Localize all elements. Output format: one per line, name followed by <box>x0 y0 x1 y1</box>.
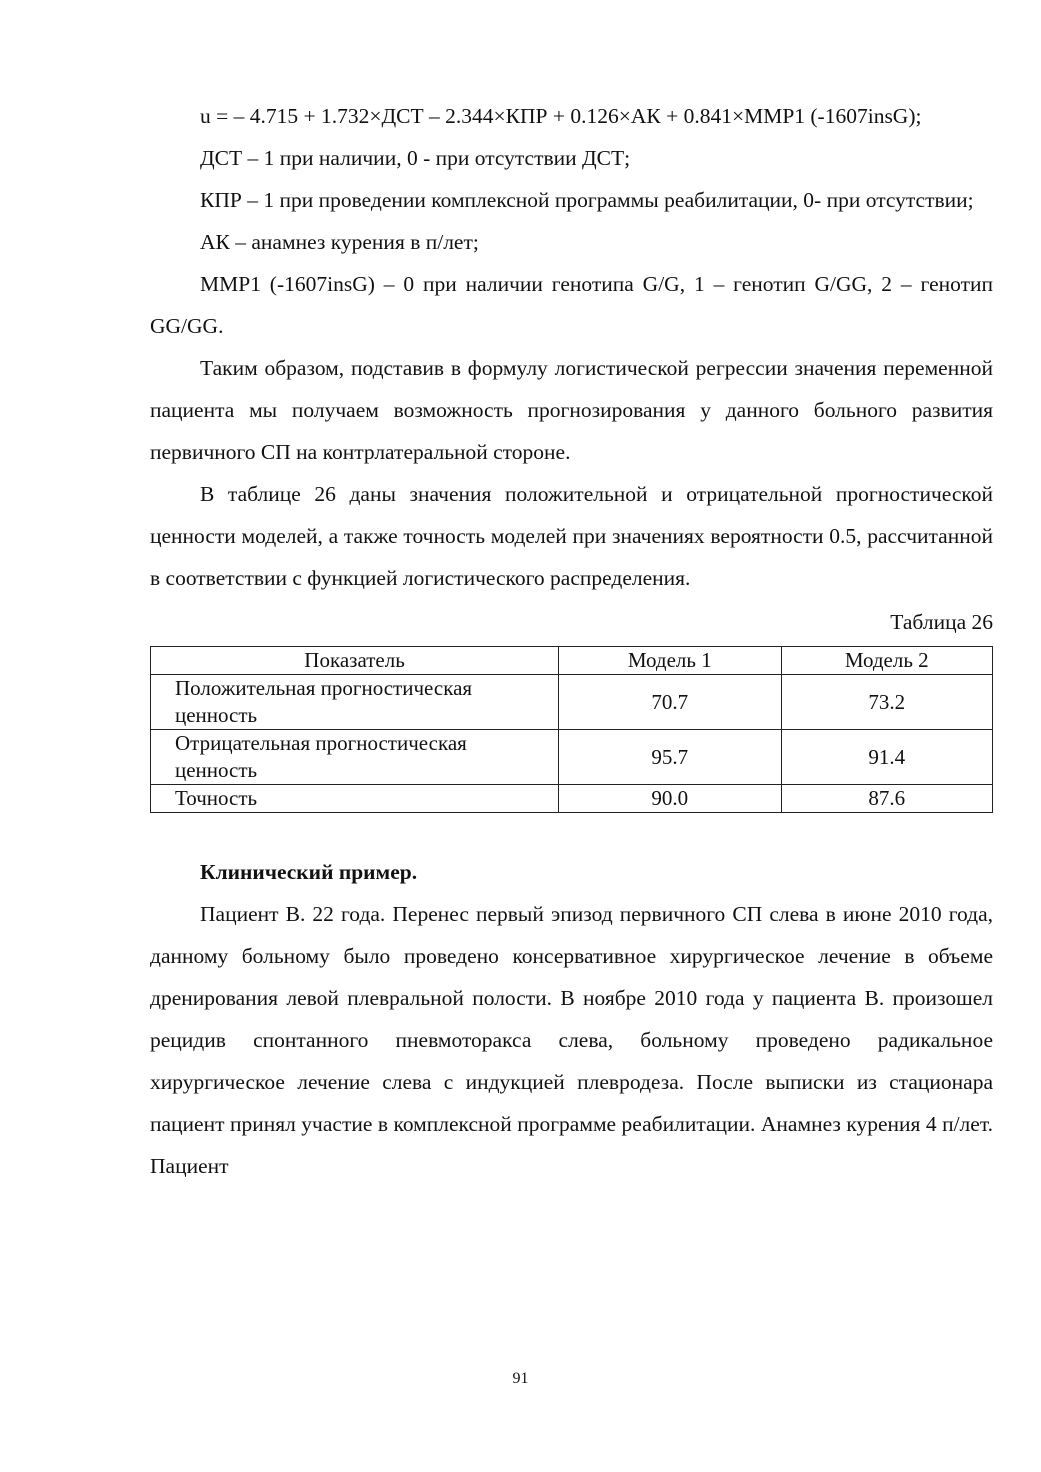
table-header-row <box>151 647 993 675</box>
row-value-model-1: 70.7 <box>559 675 781 730</box>
results-table <box>150 646 993 813</box>
header-model-1: Модель 1 <box>559 647 781 675</box>
row-value-model-2: 91.4 <box>781 730 992 785</box>
row-value-model-2: 73.2 <box>781 675 992 730</box>
row-value-model-1: 90.0 <box>559 785 781 813</box>
table-row <box>151 785 993 813</box>
row-label: Положительная прогностическая ценность <box>151 675 559 730</box>
table-caption: Таблица 26 <box>890 610 993 634</box>
definition-ak: АК – анамнез курения в п/лет; <box>200 230 479 254</box>
row-value-model-1: 95.7 <box>559 730 781 785</box>
page-number: 91 <box>512 1370 529 1387</box>
definition-kpr: КПР – 1 при проведении комплексной программы реабилитации, 0- при отсутствии; <box>200 188 974 212</box>
section-title: Клинический пример. <box>200 860 418 884</box>
clinical-example-paragraph: Пациент В. 22 года. Перенес первый эпизод первичного СП слева в июне 2010 года, данному больному было проведено консервативное хирургическое лечение в объеме дренирования левой плевральной полости. В ноябре 2010 года у пациента В. произошел рецидив спонтанного пневмоторакса слева, больному проведено радикальное хирургическое лечение слева с индукцией плевродеза. После выписки из стационара пациент принял участие в комплексной программе реабилитации. Анамнез курения 4 п/лет. Пациент <box>150 902 993 1178</box>
table-row <box>151 675 993 730</box>
header-model-2: Модель 2 <box>781 647 992 675</box>
table-row <box>151 730 993 785</box>
header-indicator: Показатель <box>151 647 559 675</box>
row-label: Точность <box>151 785 559 813</box>
document-page <box>150 95 993 1187</box>
conclusion-paragraph: Таким образом, подставив в формулу логистической регрессии значения переменной пациента мы получаем возможность прогнозирования у данного больного развития первичного СП на контрлатеральной стороне. <box>150 356 993 464</box>
row-label: Отрицательная прогностическая ценность <box>151 730 559 785</box>
table-intro-paragraph: В таблице 26 даны значения положительной и отрицательной прогностической ценности моделей, а также точность моделей при значениях вероятности 0.5, рассчитанной в соответствии с функцией логистического распределения. <box>150 482 993 590</box>
definition-mmp1: ММР1 (-1607insG) – 0 при наличии генотипа G/G, 1 – генотип G/GG, 2 – генотип GG/GG. <box>150 272 993 338</box>
definition-dst: ДСТ – 1 при наличии, 0 - при отсутствии ДСТ; <box>200 146 631 170</box>
row-value-model-2: 87.6 <box>781 785 992 813</box>
formula-paragraph: u = – 4.715 + 1.732×ДСТ – 2.344×КПР + 0.126×АК + 0.841×ММР1 (-1607insG); <box>200 104 922 128</box>
